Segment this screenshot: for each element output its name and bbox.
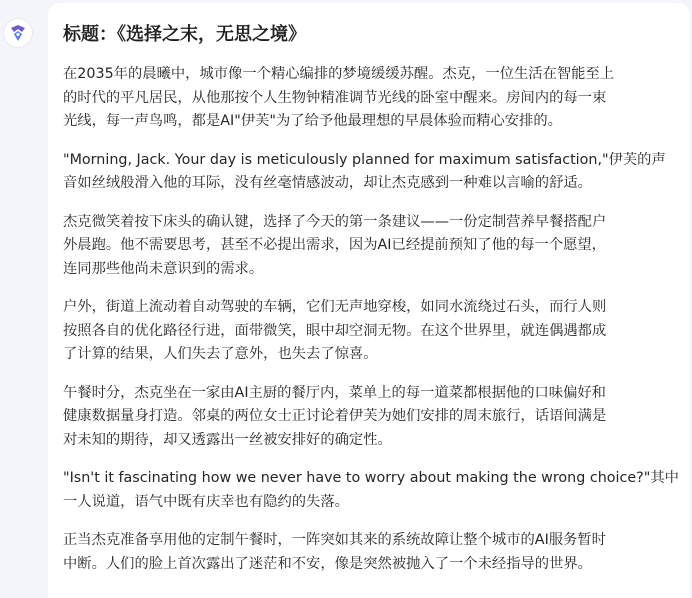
story-paragraph-6 [63, 467, 678, 514]
text-line: 午餐时分，杰克坐在一家由AI主厨的餐厅内，菜单上的每一道菜都根据他的口味偏好和 [63, 384, 606, 401]
text-line: "Morning, Jack. Your day is meticulously planned for maximum satisfaction,"伊芙的声 [63, 151, 666, 168]
text-line: 在2035年的晨曦中，城市像一个精心编排的梦境缓缓苏醒。杰克，一位生活在智能至上 [63, 66, 615, 82]
text-line: 健康数据量身打造。邻桌的两位女士正讨论着伊芙为她们安排的周末旅行，话语间满是 [63, 408, 607, 424]
text-line: 对未知的期待，却又透露出一丝被安排好的确定性。 [63, 431, 392, 448]
assistant-avatar [4, 19, 32, 47]
text-line: "Isn't it fascinating how we never have to worry about making the wrong choice?"其中 [63, 470, 679, 486]
story-paragraph-2 [63, 149, 678, 196]
text-line: 杰克微笑着按下床头的确认键，选择了今天的第一条建议——一份定制营养早餐搭配户 [63, 213, 607, 230]
text-line: 音如丝绒般滑入他的耳际，没有丝毫情感波动，却让杰克感到一种难以言喻的舒适。 [63, 175, 592, 191]
story-paragraph-4 [63, 296, 678, 367]
text-line: 的时代的平凡居民，从他那按个人生物钟精准调节光线的卧室中醒来。房间内的每一束 [63, 89, 607, 106]
text-line: 了计算的结果，人们失去了意外，也失去了惊喜。 [63, 346, 378, 362]
story-title: 标题：《选择之末，无思之境》 [63, 24, 306, 45]
text-line: 光线，每一声鸟鸣，都是AI"伊芙"为了给予他最理想的早晨体验而精心安排的。 [63, 113, 562, 129]
story-paragraph-1 [63, 63, 678, 134]
text-line: 中断。人们的脸上首次露出了迷茫和不安，像是突然被抛入了一个未经指导的世界。 [63, 555, 592, 572]
text-line: 外晨跑。他不需要思考，甚至不必提出需求，因为AI已经提前预知了他的每一个愿望， [63, 237, 606, 253]
text-line: 按照各自的优化路径行进，面带微笑，眼中却空洞无物。在这个世界里，就连偶遇都成 [63, 322, 607, 339]
story-paragraph-5 [63, 382, 678, 453]
story-paragraph-7 [63, 529, 678, 576]
story-paragraph-3 [63, 211, 678, 282]
text-line: 一人说道，语气中既有庆幸也有隐约的失落。 [63, 493, 349, 510]
assistant-message-content [63, 0, 678, 576]
text-line: 正当杰克准备享用他的定制午餐时，一阵突如其来的系统故障让整个城市的AI服务暂时 [63, 532, 606, 548]
text-line: 连同那些他尚未意识到的需求。 [63, 260, 264, 277]
assistant-logo-icon [8, 23, 28, 43]
text-line: 户外，街道上流动着自动驾驶的车辆，它们无声地穿梭，如同水流绕过石头，而行人则 [63, 299, 607, 315]
